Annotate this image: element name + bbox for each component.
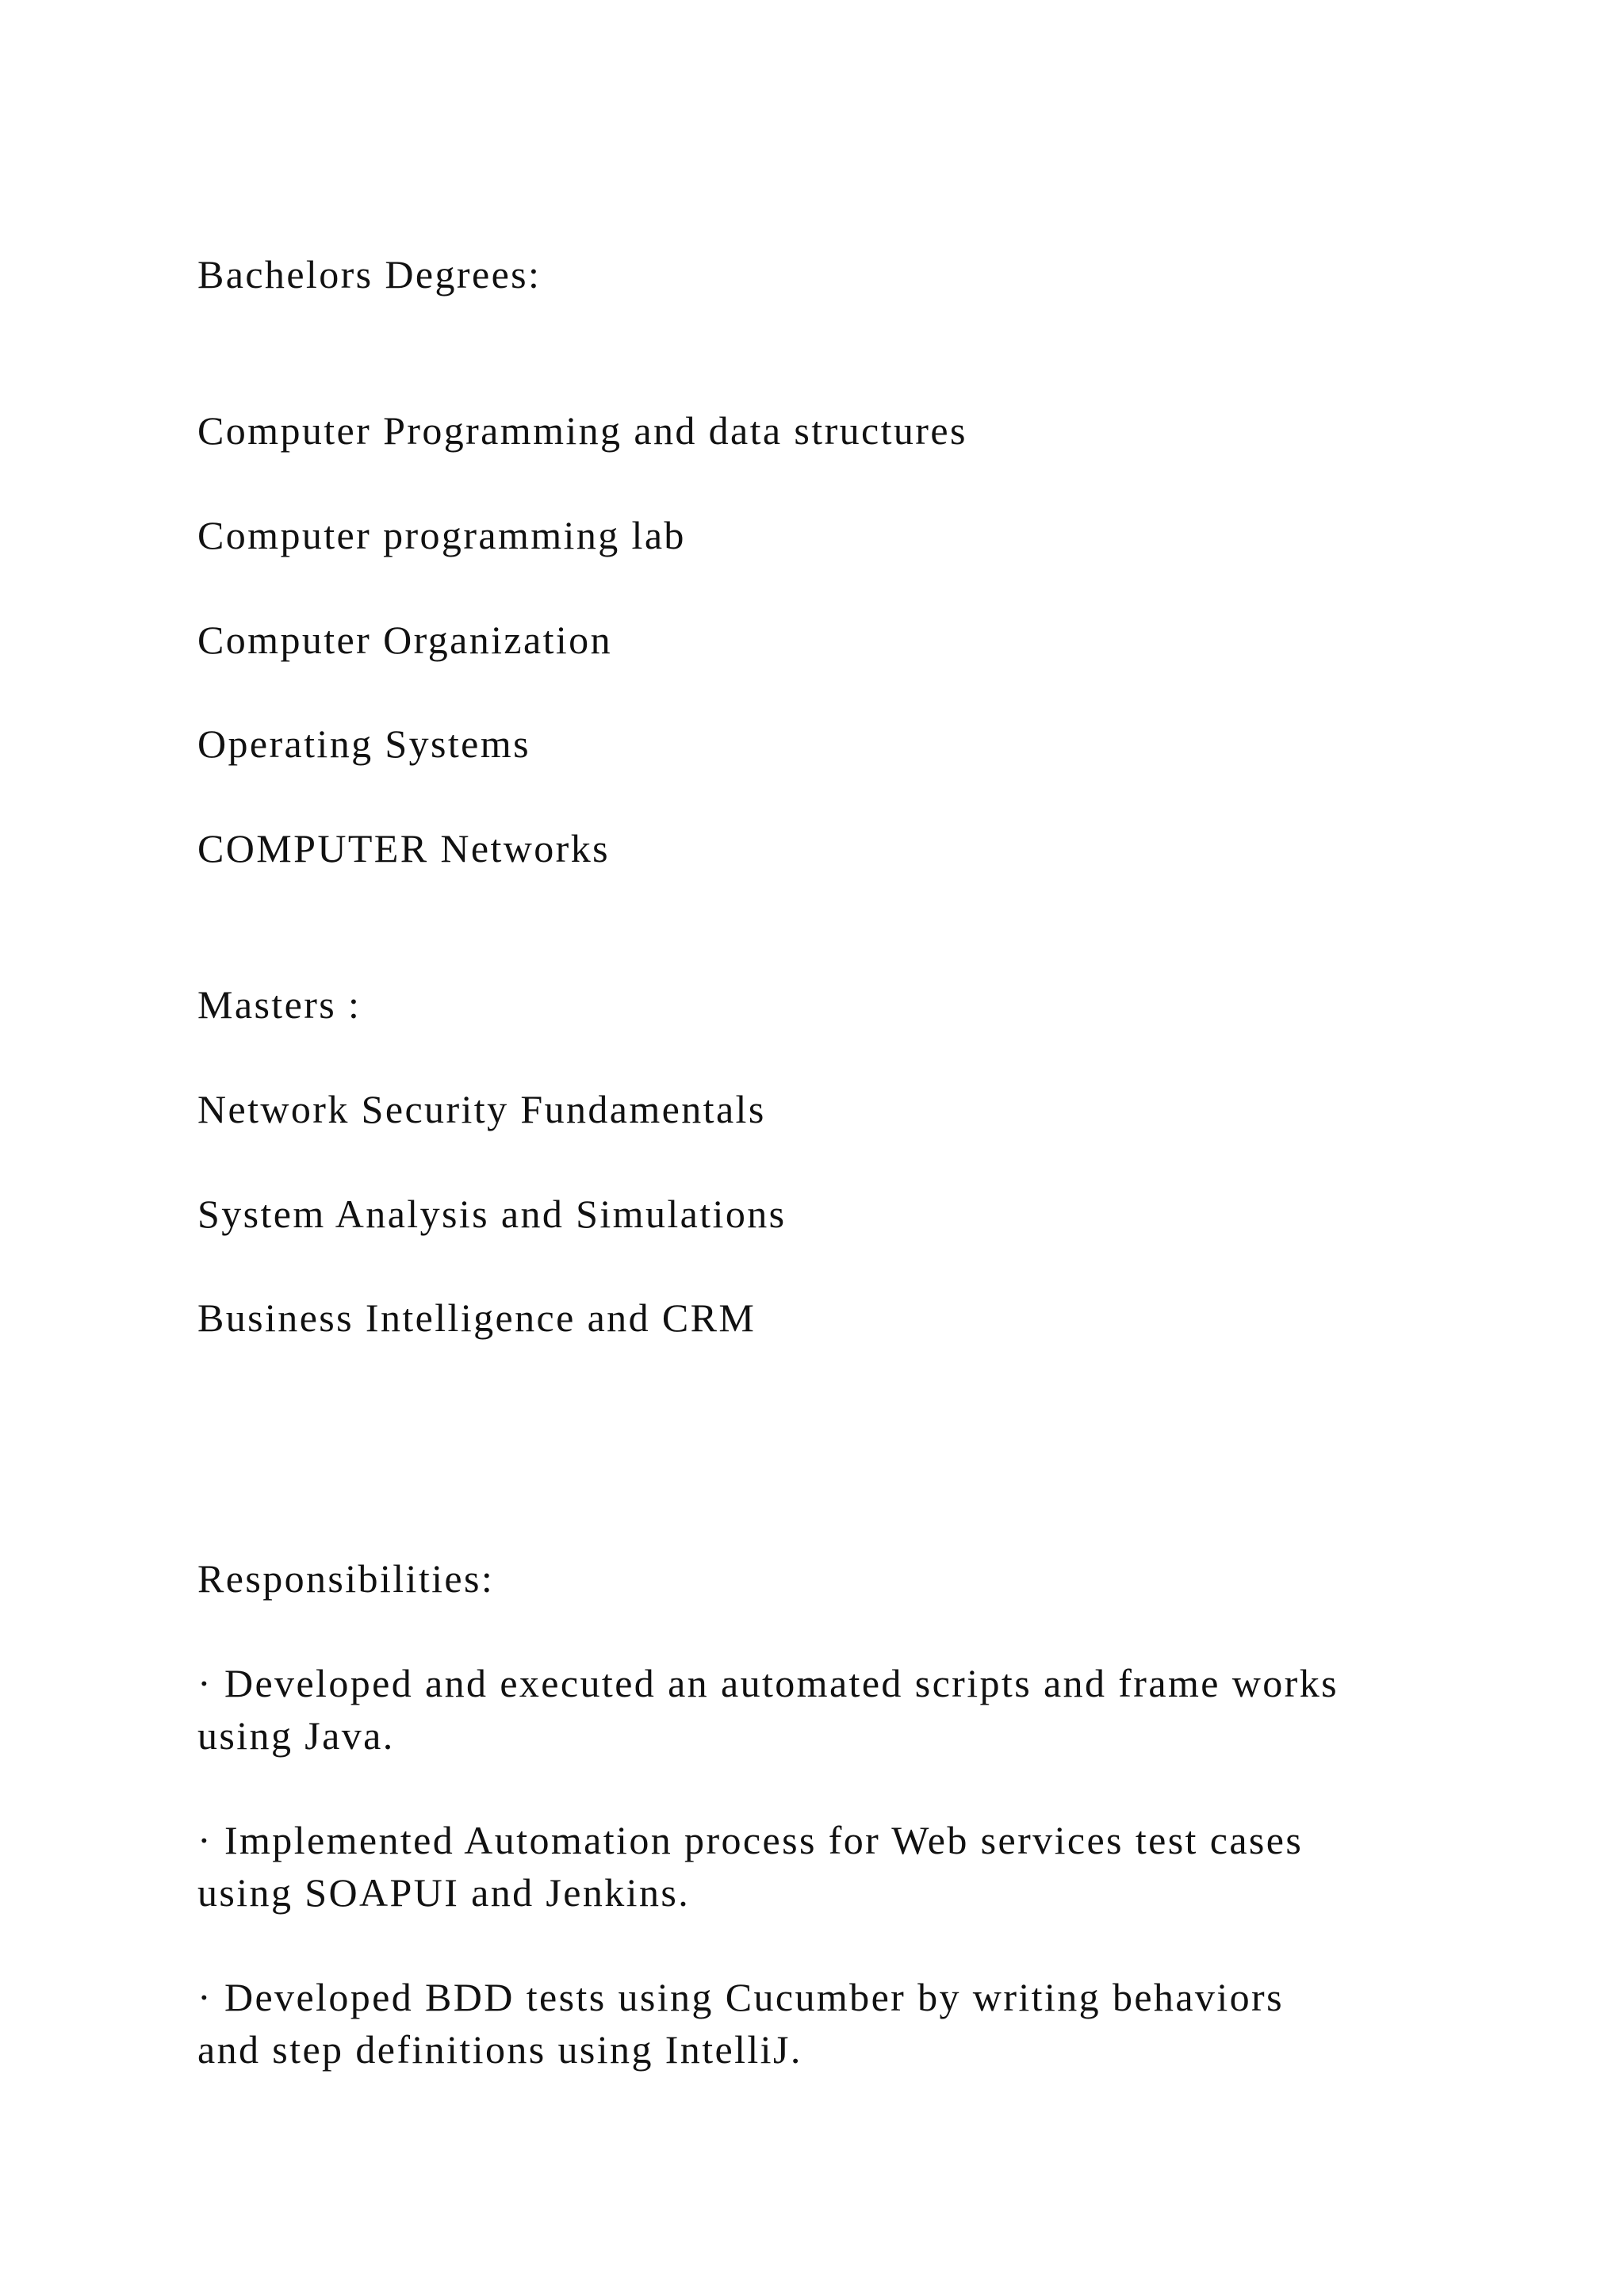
responsibility-item-line: · Implemented Automation process for Web services test cases <box>197 1818 1304 1862</box>
responsibilities-heading: Responsibilities: <box>197 1556 495 1601</box>
responsibility-item-line: · Developed and executed an automated scripts and frame works <box>197 1661 1339 1705</box>
responsibility-item-line: and step definitions using IntelliJ. <box>197 2027 802 2072</box>
responsibility-item-line: using Java. <box>197 1713 395 1758</box>
masters-heading: Masters : <box>197 982 362 1027</box>
bachelors-course: Computer programming lab <box>197 513 686 557</box>
bachelors-heading: Bachelors Degrees: <box>197 252 542 297</box>
responsibility-item-line: · Developed BDD tests using Cucumber by writing behaviors <box>197 1975 1284 2019</box>
masters-course: System Analysis and Simulations <box>197 1192 787 1236</box>
masters-course: Business Intelligence and CRM <box>197 1295 756 1340</box>
responsibility-item-line: using SOAPUI and Jenkins. <box>197 1870 691 1915</box>
bachelors-course: Computer Programming and data structures <box>197 408 967 453</box>
bachelors-course: Computer Organization <box>197 618 612 662</box>
bachelors-course: Operating Systems <box>197 721 530 766</box>
bachelors-course: COMPUTER Networks <box>197 826 610 871</box>
masters-course: Network Security Fundamentals <box>197 1087 766 1131</box>
